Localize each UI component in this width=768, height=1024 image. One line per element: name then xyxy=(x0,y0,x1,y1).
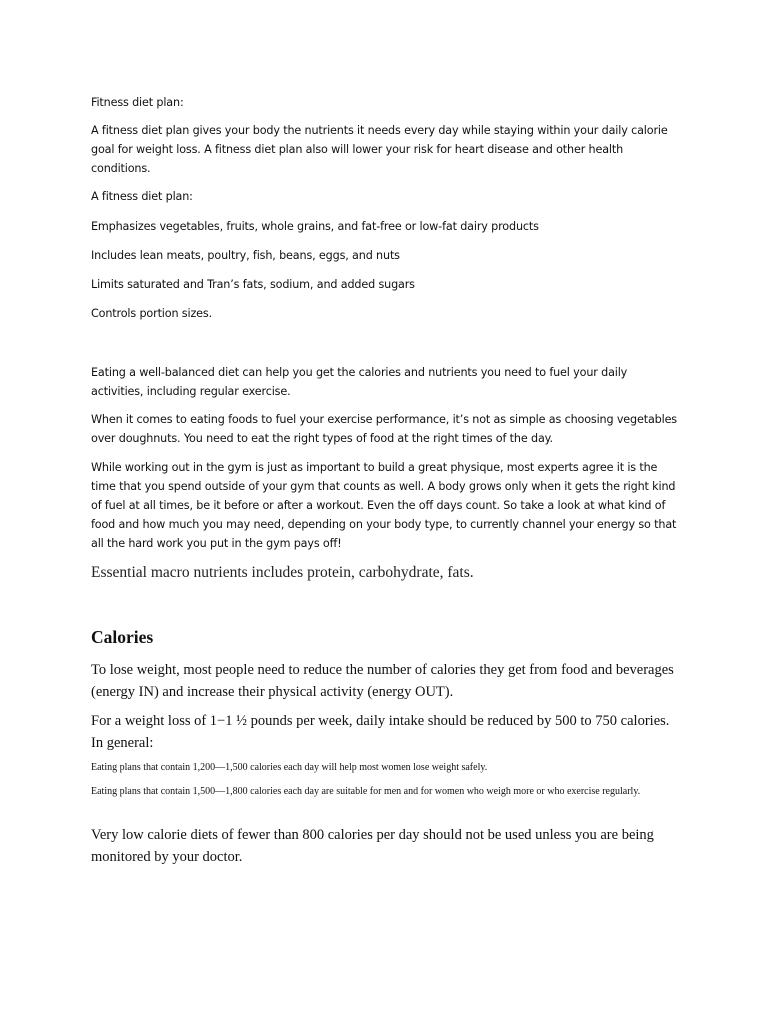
calories-paragraph: To lose weight, most people need to reduce the number of calories they get from food and beverages (energy IN) and increase their physical activity (energy OUT). xyxy=(91,662,674,700)
list-item: Emphasizes vegetables, fruits, whole grains, and fat-free or low-fat dairy products xyxy=(91,220,539,233)
body-paragraph: While working out in the gym is just as important to build a great physique, most experts agree it is the time that you spend outside of your gym that counts as well. A body grows only when it gets the right kind of fuel at all times, be it before or after a workout. Even the off days count. So take a look at what kind of food and how much you may need, depending on your body type, to currently channel your energy so that all the hard work you put in the gym pays off! xyxy=(91,461,677,550)
calories-paragraph: For a weight loss of 1−1 ½ pounds per week, daily intake should be reduced by 500 to 750 calories. In general: xyxy=(91,713,670,751)
body-paragraph: Eating a well-balanced diet can help you get the calories and nutrients you need to fuel your daily activities, including regular exercise. xyxy=(91,366,628,398)
intro-paragraph: A fitness diet plan gives your body the nutrients it needs every day while staying within your daily calorie goal for weight loss. A fitness diet plan also will lower your risk for heart disease and other health conditions. xyxy=(91,124,668,175)
calories-paragraph: Very low calorie diets of fewer than 800 calories per day should not be used unless you are being monitored by your doctor. xyxy=(91,827,654,865)
body-paragraph: When it comes to eating foods to fuel your exercise performance, it’s not as simple as choosing vegetables over doughnuts. You need to eat the right types of food at the right times of the day. xyxy=(91,413,677,445)
calories-heading: Calories xyxy=(91,627,154,647)
macro-nutrients-line: Essential macro nutrients includes protein, carbohydrate, fats. xyxy=(91,564,474,581)
section-title: Fitness diet plan: xyxy=(91,96,184,109)
list-item: Includes lean meats, poultry, fish, beans, eggs, and nuts xyxy=(91,249,400,262)
small-list-item: Eating plans that contain 1,200—1,500 calories each day will help most women lose weight safely. xyxy=(91,762,488,773)
list-item: Limits saturated and Tran’s fats, sodium, and added sugars xyxy=(91,278,415,291)
small-list-item: Eating plans that contain 1,500—1,800 calories each day are suitable for men and for women who weigh more or who exercise regularly. xyxy=(91,786,641,797)
list-title: A fitness diet plan: xyxy=(91,190,193,203)
list-item: Controls portion sizes. xyxy=(91,307,212,320)
